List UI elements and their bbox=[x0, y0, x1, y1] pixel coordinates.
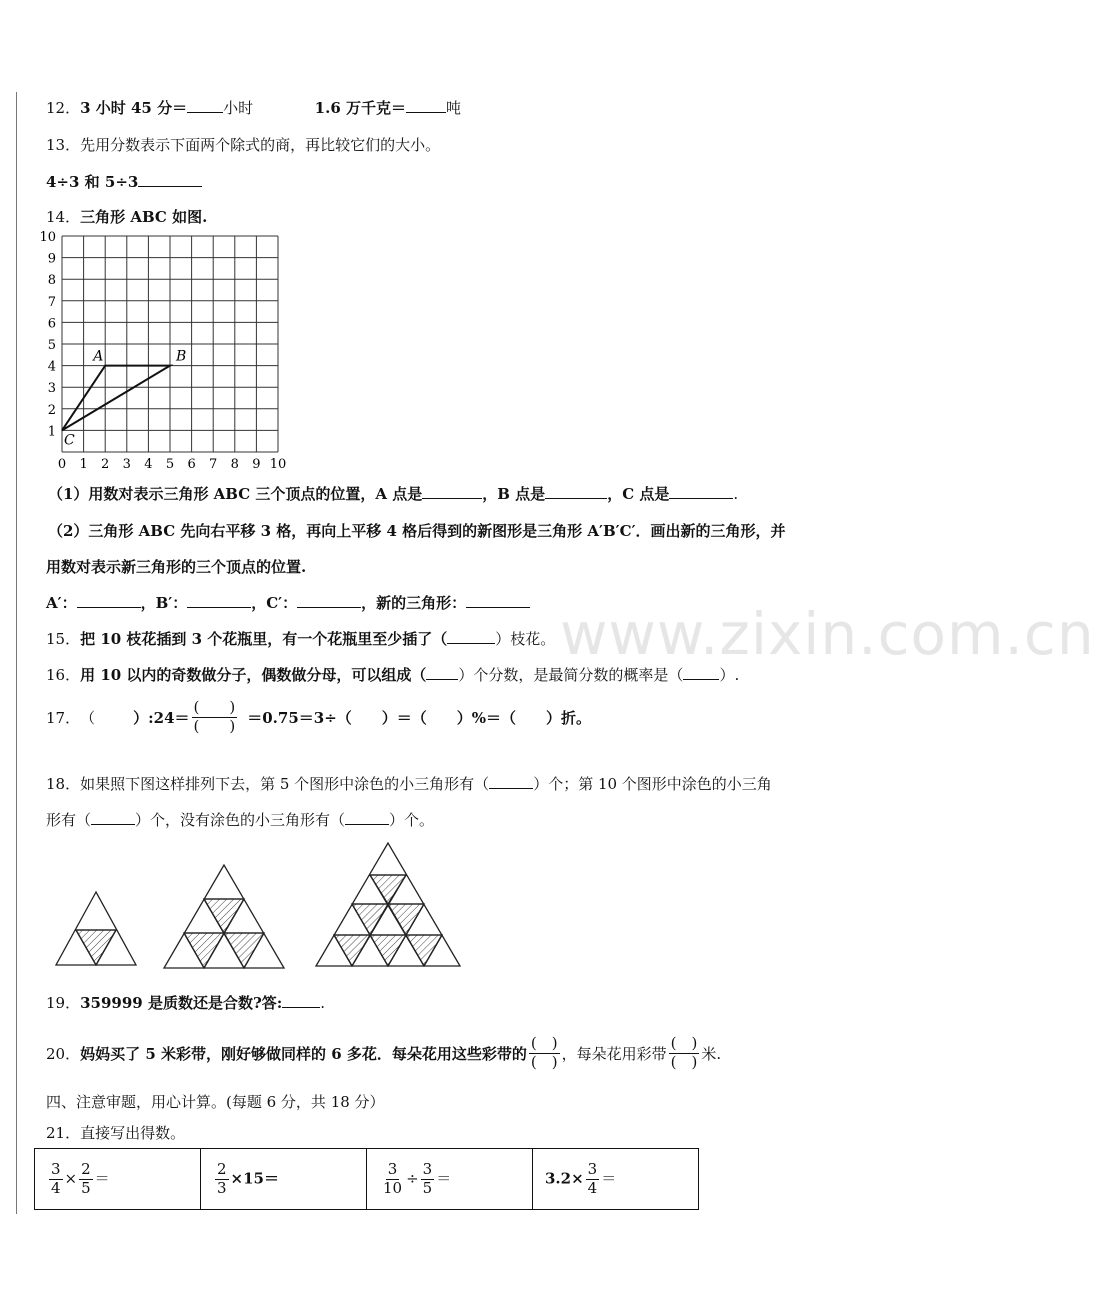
calc-cell-1[interactable]: $\frac{3}{4}$ × $\frac{2}{5}$ ＝ bbox=[35, 1149, 201, 1210]
answer-blank[interactable] bbox=[545, 484, 607, 499]
x-tick-label: 5 bbox=[165, 457, 175, 472]
calc-cell-3[interactable]: $\frac{3}{10}$ ÷ $\frac{3}{5}$ ＝ bbox=[367, 1149, 533, 1210]
question-18: 18．如果照下图这样排列下去，第 5 个图形中涂色的小三角形有（ ）个；第 10 个图形中涂色的小三角 bbox=[46, 775, 772, 793]
question-18-line2: 形有（ ）个，没有涂色的小三角形有（ ）个。 bbox=[46, 811, 435, 829]
vertex-label-a: A bbox=[93, 348, 104, 365]
y-tick-label: 7 bbox=[47, 294, 56, 310]
answer-blank[interactable] bbox=[422, 484, 482, 499]
answer-blank[interactable] bbox=[406, 98, 446, 113]
y-tick-label: 9 bbox=[47, 251, 56, 267]
fraction-blank[interactable]: $\frac{( )}{( )}$ bbox=[530, 1033, 558, 1071]
fraction-blank[interactable]: $\frac{( )}{( )}$ bbox=[670, 1033, 698, 1071]
question-14-part2-line2: 用数对表示新三角形的三个顶点的位置. bbox=[46, 558, 307, 576]
question-17: 17． （ ）:24＝ $\frac{( )}{( )}$ ＝0.75＝3÷（ ）＝（ ）%＝（ ）折。 bbox=[46, 698, 592, 735]
answer-blank[interactable] bbox=[489, 774, 533, 789]
question-14: 14．三角形 ABC 如图. bbox=[46, 208, 208, 226]
question-15: 15．把 10 枝花插到 3 个花瓶里，有一个花瓶里至少插了（ ）枝花。 bbox=[46, 630, 556, 648]
y-tick-label: 8 bbox=[47, 273, 56, 289]
y-tick-label: 10 bbox=[39, 230, 56, 245]
triangle-pattern-figure bbox=[40, 838, 480, 976]
coordinate-grid bbox=[36, 232, 292, 474]
x-tick-label: 6 bbox=[187, 457, 196, 472]
question-21: 21．直接写出得数。 bbox=[46, 1124, 186, 1142]
y-tick-label: 6 bbox=[47, 316, 56, 332]
x-tick-label: 0 bbox=[57, 457, 67, 472]
question-14-part1: （1）用数对表示三角形 ABC 三个顶点的位置，A 点是 ，B 点是 ，C 点是 . bbox=[48, 485, 739, 503]
x-tick-label: 4 bbox=[144, 457, 153, 472]
y-tick-label: 2 bbox=[47, 402, 56, 418]
x-tick-label: 7 bbox=[209, 457, 218, 472]
answer-blank[interactable] bbox=[683, 665, 719, 680]
triangle-figure-3 bbox=[316, 843, 460, 966]
answer-blank[interactable] bbox=[91, 810, 135, 825]
x-tick-label: 1 bbox=[79, 457, 88, 472]
calc-cell-4[interactable]: 3.2× $\frac{3}{4}$ ＝ bbox=[533, 1149, 699, 1210]
answer-blank[interactable] bbox=[669, 484, 733, 499]
question-20: 20． 妈妈买了 5 米彩带，刚好够做同样的 6 多花．每朵花用这些彩带的 $\frac{( )}{( )}$ ，每朵花用彩带 $\frac{( )}{( )}$ 米. bbox=[46, 1033, 722, 1071]
x-tick-label: 9 bbox=[252, 457, 261, 472]
calculation-table bbox=[34, 1148, 699, 1210]
triangle-figure-1 bbox=[56, 892, 136, 965]
answer-blank[interactable] bbox=[187, 593, 251, 608]
question-13-line2: 4÷3 和 5÷3 bbox=[46, 171, 202, 192]
question-14-answers: A′： ，B′： ，C′： ，新的三角形： bbox=[46, 592, 530, 613]
answer-blank[interactable] bbox=[426, 665, 458, 680]
y-tick-label: 1 bbox=[47, 424, 56, 440]
answer-blank[interactable] bbox=[297, 593, 361, 608]
y-tick-label: 3 bbox=[47, 381, 56, 397]
y-tick-label: 4 bbox=[47, 359, 56, 375]
question-16: 16．用 10 以内的奇数做分子，偶数做分母，可以组成（ ）个分数，是最简分数的概率是（ ）. bbox=[46, 666, 740, 684]
answer-blank[interactable] bbox=[187, 98, 223, 113]
margin-rule bbox=[16, 92, 17, 1214]
x-tick-label: 10 bbox=[269, 457, 287, 472]
question-14-part2: （2）三角形 ABC 先向右平移 3 格，再向上平移 4 格后得到的新图形是三角形 A′B′C′．画出新的三角形，并 bbox=[48, 522, 786, 540]
question-13: 13．先用分数表示下面两个除式的商，再比较它们的大小。 bbox=[46, 136, 441, 154]
calc-cell-2[interactable]: $\frac{2}{3}$ ×15＝ bbox=[201, 1149, 367, 1210]
answer-blank[interactable] bbox=[77, 593, 141, 608]
watermark: www.zixin.com.cn bbox=[560, 600, 1095, 668]
question-19: 19．359999 是质数还是合数?答: . bbox=[46, 994, 326, 1012]
answer-blank[interactable] bbox=[447, 629, 495, 644]
answer-blank[interactable] bbox=[466, 593, 530, 608]
x-tick-label: 2 bbox=[101, 457, 110, 472]
triangle-figure-2 bbox=[164, 865, 284, 968]
section-4-heading: 四、注意审题，用心计算。(每题 6 分，共 18 分） bbox=[46, 1093, 385, 1111]
vertex-label-b: B bbox=[176, 348, 187, 365]
answer-blank[interactable] bbox=[138, 172, 202, 187]
triangle-abc bbox=[62, 366, 170, 431]
vertex-label-c: C bbox=[64, 432, 75, 449]
fraction-blank[interactable]: $\frac{( )}{( )}$ bbox=[193, 698, 236, 735]
x-tick-label: 8 bbox=[230, 457, 239, 472]
answer-blank[interactable] bbox=[282, 993, 320, 1008]
y-tick-label: 5 bbox=[47, 338, 56, 353]
x-tick-label: 3 bbox=[122, 457, 131, 472]
answer-blank[interactable] bbox=[345, 810, 389, 825]
question-12: 12．3 小时 45 分＝ 小时 1.6 万千克＝ 吨 bbox=[46, 99, 461, 117]
